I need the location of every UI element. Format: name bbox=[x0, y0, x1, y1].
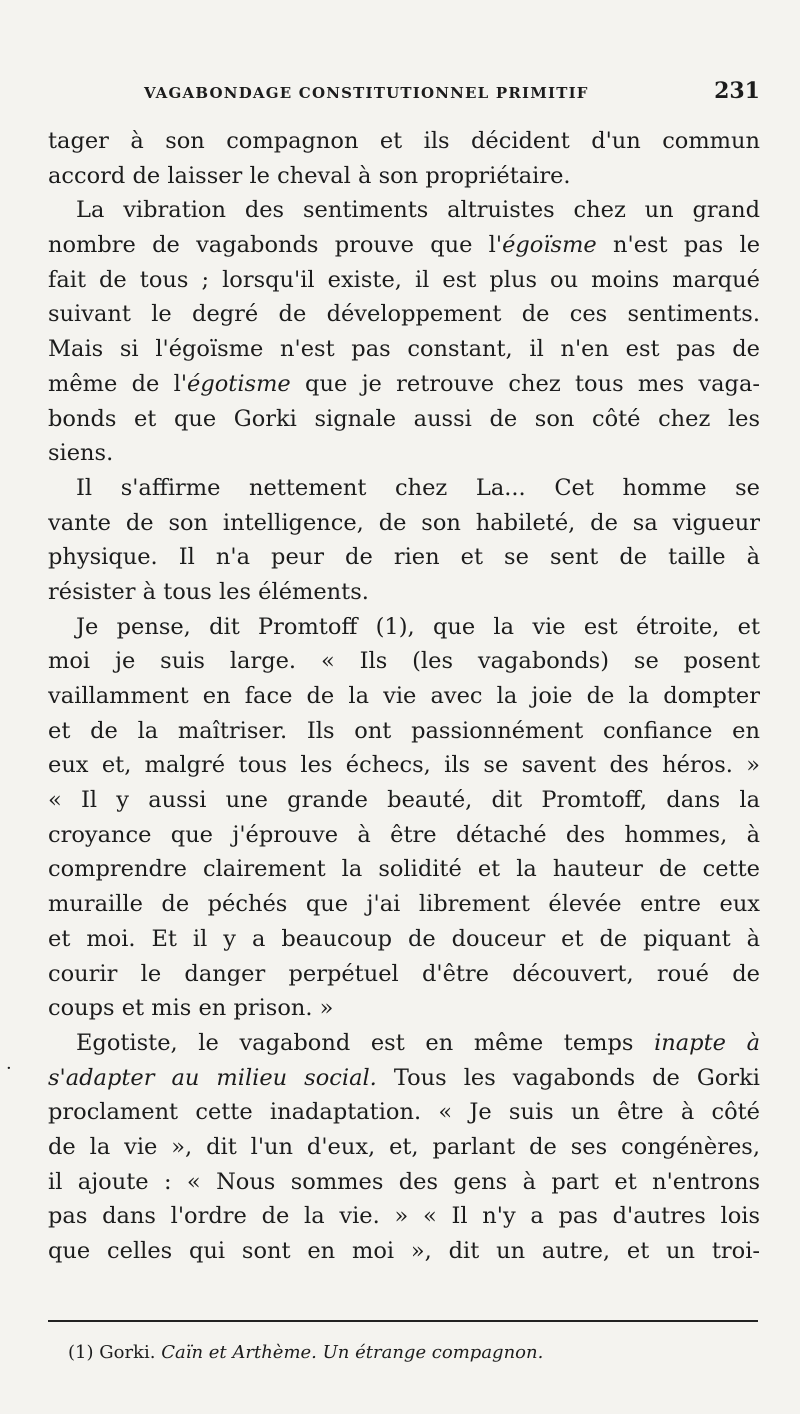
text-line: croyance que j'éprouve à être détaché des hommes, à bbox=[48, 821, 760, 848]
text-line: Mais si l'égoïsme n'est pas constant, il n'en est pas de bbox=[48, 336, 760, 363]
text-line: suivant le degré de développement de ces sentiments. bbox=[48, 301, 760, 328]
emphasis-egoisme: égoïsme bbox=[502, 232, 597, 259]
text-line: bonds et que Gorki signale aussi de son côté chez les bbox=[48, 405, 760, 432]
text-line bbox=[48, 1061, 760, 1096]
text-line: accord de laisser le cheval à son propriétaire. bbox=[48, 162, 571, 189]
text-line: La vibration des sentiments altruistes chez un grand bbox=[76, 197, 760, 224]
text-line: « Il y aussi une grande beauté, dit Promtoff, dans la bbox=[48, 787, 760, 814]
text-line: courir le danger perpétuel d'être découvert, roué de bbox=[48, 960, 760, 987]
text-line: proclament cette inadaptation. « Je suis un être à côté bbox=[48, 1099, 760, 1126]
margin-dot: · bbox=[6, 1058, 12, 1079]
text-line: Il s'affirme nettement chez La... Cet homme se bbox=[76, 474, 760, 501]
page-header bbox=[48, 78, 760, 118]
book-page bbox=[48, 78, 760, 1269]
text-line: de la vie », dit l'un d'eux, et, parlant de ses congénères, bbox=[48, 1133, 760, 1160]
text-line: moi je suis large. « Ils (les vagabonds) se posent bbox=[48, 648, 760, 675]
text-segment: même de l' bbox=[48, 370, 188, 397]
text-segment: nombre de vagabonds prouve que l' bbox=[48, 232, 503, 259]
text-line: vante de son intelligence, de son habileté, de sa vigueur bbox=[48, 509, 760, 536]
text-line: muraille de péchés que j'ai librement élevée entre eux bbox=[48, 891, 760, 918]
text-line bbox=[48, 1026, 760, 1061]
text-line: Je pense, dit Promtoff (1), que la vie est étroite, et bbox=[76, 613, 760, 640]
page-number: 231 bbox=[714, 78, 760, 104]
text-line bbox=[48, 367, 760, 402]
text-line: résister à tous les éléments. bbox=[48, 578, 369, 605]
text-line: eux et, malgré tous les échecs, ils se savent des héros. » bbox=[48, 752, 760, 779]
footnote-author: Gorki. bbox=[99, 1342, 156, 1363]
text-segment: Egotiste, le vagabond est en même temps bbox=[76, 1029, 634, 1056]
text-line: que celles qui sont en moi », dit un autre, et un troi- bbox=[48, 1238, 760, 1264]
emphasis-adapter: s'adapter au milieu social. bbox=[48, 1064, 377, 1091]
text-line: coups et mis en prison. » bbox=[48, 995, 334, 1022]
text-line: pas dans l'ordre de la vie. » « Il n'y a pas d'autres lois bbox=[48, 1203, 760, 1230]
text-segment: n'est pas le bbox=[613, 232, 760, 259]
text-segment: Tous les vagabonds de Gorki bbox=[393, 1064, 760, 1091]
text-line: vaillamment en face de la vie avec la joie de la dompter bbox=[48, 683, 760, 709]
text-line: siens. bbox=[48, 440, 114, 467]
emphasis-egotisme: égotisme bbox=[187, 370, 291, 397]
body-text bbox=[48, 124, 760, 1269]
text-line: physique. Il n'a peur de rien et se sent de taille à bbox=[48, 544, 760, 571]
text-line: il ajoute : « Nous sommes des gens à part et n'entrons bbox=[48, 1168, 760, 1195]
text-line: et moi. Et il y a beaucoup de douceur et de piquant à bbox=[48, 925, 760, 952]
text-segment: que je retrouve chez tous mes vaga- bbox=[305, 370, 760, 397]
text-line bbox=[48, 228, 760, 263]
text-line: fait de tous ; lorsqu'il existe, il est plus ou moins marqué bbox=[48, 266, 760, 293]
footnote-marker: (1) bbox=[68, 1342, 94, 1363]
text-line: comprendre clairement la solidité et la hauteur de cette bbox=[48, 856, 760, 883]
emphasis-inapte: inapte à bbox=[654, 1029, 760, 1056]
running-title: VAGABONDAGE CONSTITUTIONNEL PRIMITIF bbox=[144, 84, 589, 102]
footnote bbox=[68, 1342, 543, 1363]
footnote-titles: Caïn et Arthème. Un étrange compagnon. bbox=[161, 1342, 544, 1363]
text-line: et de la maîtriser. Ils ont passionnément confiance en bbox=[48, 717, 760, 744]
footnote-divider bbox=[48, 1320, 758, 1322]
text-line: tager à son compagnon et ils décident d'un commun bbox=[48, 128, 760, 154]
